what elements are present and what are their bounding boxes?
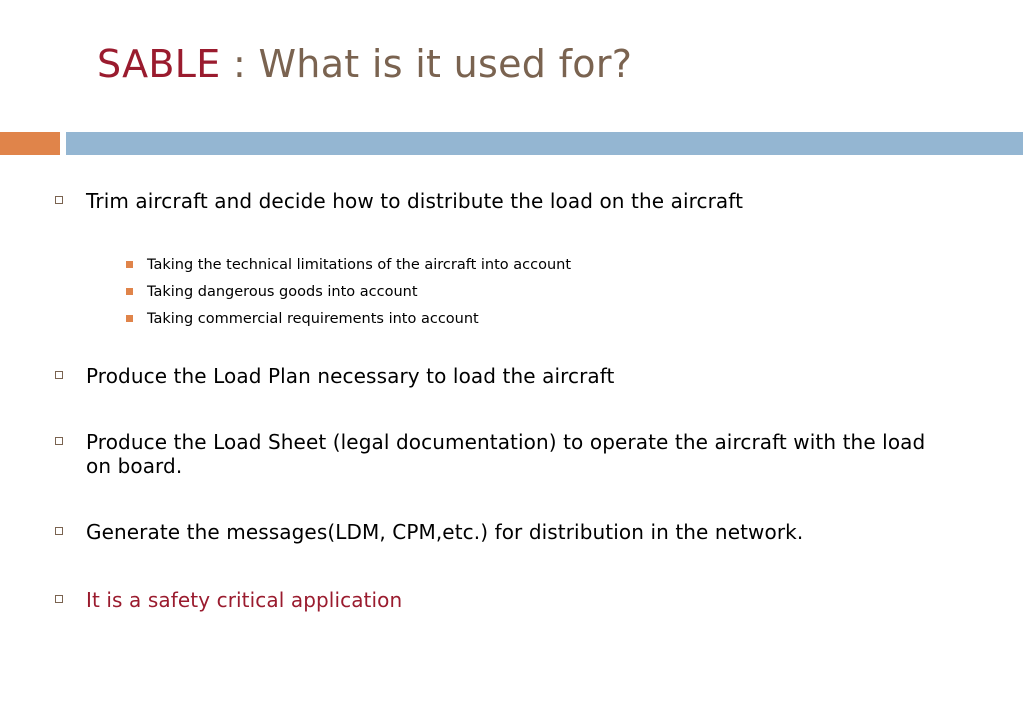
sub-bullet-text: Taking dangerous goods into account (147, 284, 418, 300)
bullet-text-highlight: It is a safety critical application (86, 588, 403, 612)
sub-bullet-text: Taking commercial requirements into account (147, 311, 479, 327)
slide-title (97, 42, 632, 88)
bullet-text: Generate the messages(LDM, CPM,etc.) for distribution in the network. (86, 520, 804, 544)
bullet-text: Produce the Load Plan necessary to load the aircraft (86, 364, 615, 388)
sub-bullet-text: Taking the technical limitations of the aircraft into account (147, 257, 572, 273)
filled-square-icon (126, 288, 133, 295)
hollow-square-icon (55, 527, 63, 535)
bullet-text: Produce the Load Sheet (legal documentation) to operate the aircraft with the load on board. (86, 430, 926, 478)
slide-title-accent: SABLE (97, 42, 221, 86)
filled-square-icon (126, 315, 133, 322)
header-accent-bar (0, 132, 60, 155)
bullet-text: Trim aircraft and decide how to distribute the load on the aircraft (86, 189, 744, 213)
filled-square-icon (126, 261, 133, 268)
hollow-square-icon (55, 437, 63, 445)
hollow-square-icon (55, 371, 63, 379)
hollow-square-icon (55, 196, 63, 204)
slide-title-rest: : What is it used for? (220, 42, 633, 86)
header-divider-bar (66, 132, 1023, 155)
hollow-square-icon (55, 595, 63, 603)
